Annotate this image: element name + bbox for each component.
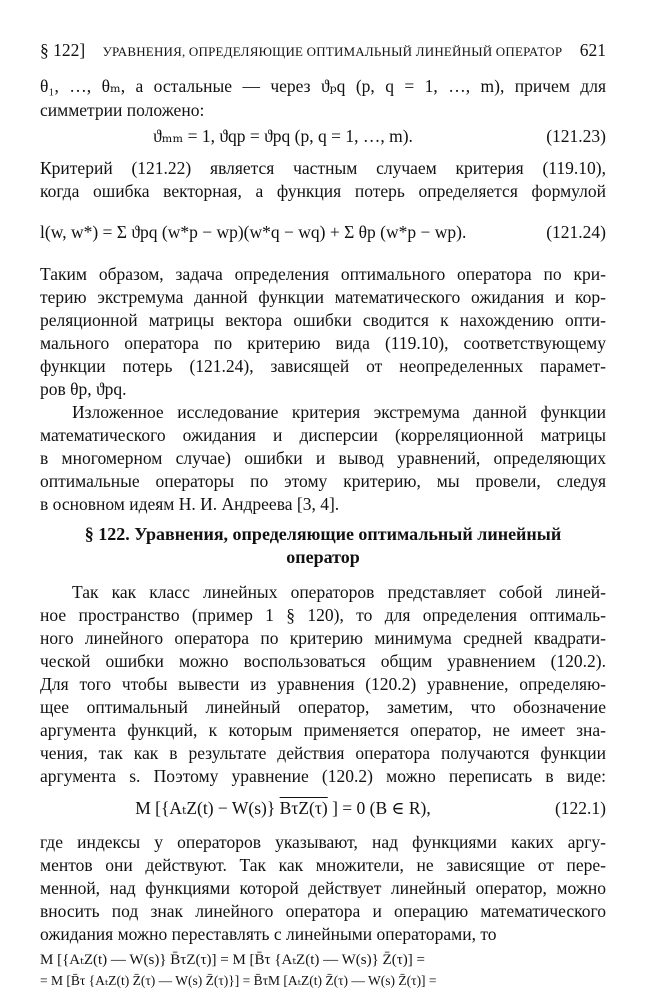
text-line: математического ожидания и дисперсии (корреляционной матрицы: [40, 425, 606, 445]
text-line: функции потерь (121.24), зависящей от неопределенных парамет-: [40, 356, 606, 376]
equation-number: (121.24): [546, 222, 606, 242]
section-heading: § 122. Уравнения, определяющие оптимальный линейный: [84, 524, 562, 544]
section-heading: оператор: [286, 547, 360, 567]
equation-122-1: [40, 798, 606, 819]
text-line: чения, так как в результате действия оператора получаются функции: [40, 743, 606, 763]
text-line: ментов они действуют. Так как множители, не зависящие от пере-: [40, 855, 606, 875]
text-line: Изложенное исследование критерия экстремума данной функции: [72, 402, 606, 422]
equation-121-24: [40, 222, 606, 243]
text-line: в многомерном случае) ошибки и вывод уравнений, определяющих: [40, 448, 606, 468]
text-line: где индексы у операторов указывают, над функциями каких аргу-: [40, 832, 606, 852]
header-section: § 122]: [40, 40, 86, 60]
equation-121-23: [40, 126, 606, 147]
equation-overlined-part: BτZ(τ): [279, 798, 328, 818]
text-line: вносить под знак линейного оператора и операцию математического: [40, 901, 606, 921]
text-line: аргумента функций, к которым применяется оператор, не имеет зна-: [40, 720, 606, 740]
text-line: ожидания можно переставлять с линейными операторами, то: [40, 924, 497, 944]
text-line: мального оператора по критерию вида (119.10), соответствующему: [40, 333, 606, 353]
equation-body: ϑₘₘ = 1, ϑqp = ϑpq (p, q = 1, …, m).: [153, 126, 413, 146]
text-line: терию экстремума данной функции математического ожидания и кор-: [40, 287, 606, 307]
text-line: Таким образом, задача определения оптимального оператора по кри-: [40, 264, 606, 284]
text-line: когда ошибка векторная, а функция потерь определяется формулой: [40, 181, 606, 201]
header-title: УРАВНЕНИЯ, ОПРЕДЕЛЯЮЩИЕ ОПТИМАЛЬНЫЙ ЛИНЕЙНЫЙ ОПЕРАТОР: [102, 44, 563, 59]
text-line: ного линейного оператора по критерию минимума средней квадрати-: [40, 628, 606, 648]
equation-number: (121.23): [546, 126, 606, 146]
text-line: симметрии положено:: [40, 100, 205, 120]
text-line: Критерий (121.22) является частным случаем критерия (119.10),: [40, 158, 606, 178]
text-line: щее оптимальный линейный оператор, заметим, что обозначение: [40, 697, 606, 717]
running-header: [40, 40, 606, 62]
text-line: ров θp, ϑpq.: [40, 379, 127, 399]
text-line: Для того чтобы вывести из уравнения (120.2) уравнение, определяю-: [40, 674, 606, 694]
text-line: θ₁, …, θₘ, а остальные — через ϑₚq (p, q = 1, …, m), причем для: [40, 76, 606, 96]
text-line: реляционной матрицы вектора ошибки сводится к нахождению опти-: [40, 310, 606, 330]
text-line: в основном идеям Н. И. Андреева [3, 4].: [40, 494, 340, 514]
page-number: 621: [579, 40, 606, 60]
equation-body: l(w, w*) = Σ ϑpq (w*p − wp)(w*q − wq) + Σ θp (w*p − wp).: [40, 222, 467, 242]
text-line: ное пространство (пример 1 § 120), то для определения оптималь-: [40, 605, 606, 625]
text-line: оптимальные операторы по этому критерию, мы провели, следуя: [40, 471, 606, 491]
equation-body: [40, 798, 526, 819]
equation-number: (122.1): [554, 798, 606, 818]
equation-122-2-line1: M [{AₜZ(t) — W(s)} B̄τZ(τ)] = M [B̄τ {AₜZ(t) — W(s)} Z̄(τ)] =: [40, 952, 425, 968]
text-line: аргумента s. Поэтому уравнение (120.2) можно переписать в виде:: [40, 766, 606, 786]
equation-part: M [{AₜZ(t) − W(s)}: [135, 798, 276, 818]
text-line: Так как класс линейных операторов представляет собой линей-: [72, 582, 606, 602]
equation-122-2-line2: = M [B̄τ {AₜZ(t) Z̄(τ) — W(s) Z̄(τ)}] = B̄τM [AₜZ(t) Z̄(τ) — W(s) Z̄(τ)] =: [40, 973, 437, 988]
text-line: менной, над функциями которой действует линейный оператор, можно: [40, 878, 606, 898]
text-line: ческой ошибки можно воспользоваться общим уравнением (120.2).: [40, 651, 606, 671]
equation-part: ] = 0 (B ∈ R),: [332, 798, 431, 818]
